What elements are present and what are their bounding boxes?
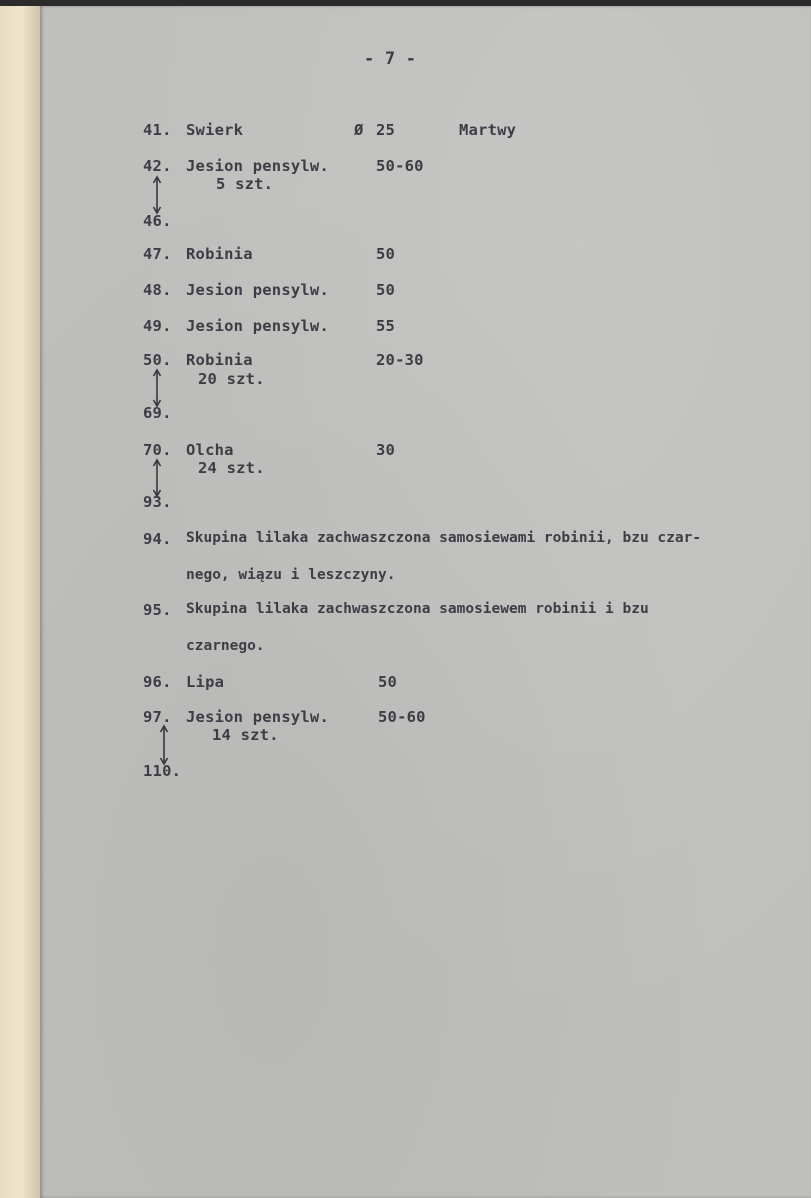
item-number: 70. (143, 441, 172, 459)
item-number: 48. (143, 281, 172, 299)
item-range-end: 46. (143, 212, 172, 230)
item-size: 50-60 (378, 708, 426, 726)
item-name: Robinia (186, 351, 253, 369)
item-number: 96. (143, 673, 172, 691)
item-name: Swierk (186, 121, 244, 139)
item-size: 20-30 (376, 351, 424, 369)
item-name: Olcha (186, 441, 234, 459)
item-name: Jesion pensylw. (186, 157, 329, 175)
range-arrow-icon (150, 458, 164, 498)
item-number: 49. (143, 317, 172, 335)
range-arrow-icon (150, 368, 164, 408)
page-number: - 7 - (364, 49, 417, 69)
item-count: 24 szt. (198, 459, 265, 477)
item-size: 50 (376, 281, 396, 299)
item-name: Robinia (186, 245, 253, 263)
item-name: Jesion pensylw. (186, 317, 329, 335)
item-number: 47. (143, 245, 172, 263)
item-name: Jesion pensylw. (186, 281, 329, 299)
binding-strip (0, 6, 40, 1198)
item-size: 25 (376, 121, 396, 139)
range-arrow-icon (150, 175, 164, 215)
item-size: 50 (376, 245, 396, 263)
item-size: 50 (378, 673, 398, 691)
item-size: 55 (376, 317, 396, 335)
item-number: 97. (143, 708, 172, 726)
item-note: Martwy (459, 121, 517, 139)
item-count: 5 szt. (216, 175, 274, 193)
item-number: 95. (143, 601, 172, 619)
range-arrow-icon (157, 724, 171, 766)
item-number: 50. (143, 351, 172, 369)
item-description: Skupina lilaka zachwaszczona samosiewami robinii, bzu czar- (186, 530, 702, 546)
item-count: 20 szt. (198, 370, 265, 388)
item-name: Lipa (186, 673, 225, 691)
item-count: 14 szt. (212, 726, 279, 744)
item-number: 94. (143, 530, 172, 548)
item-size: 50-60 (376, 157, 424, 175)
item-description: Skupina lilaka zachwaszczona samosiewem robinii i bzu (186, 601, 649, 617)
item-description-cont: czarnego. (186, 638, 265, 654)
item-size: 30 (376, 441, 396, 459)
item-range-end: 69. (143, 404, 172, 422)
item-number: 42. (143, 157, 172, 175)
item-range-end: 110. (143, 762, 182, 780)
item-description-cont: nego, wiązu i leszczyny. (186, 567, 396, 583)
item-number: 41. (143, 121, 172, 139)
item-range-end: 93. (143, 493, 172, 511)
diameter-symbol: Ø (354, 121, 364, 139)
item-name: Jesion pensylw. (186, 708, 329, 726)
